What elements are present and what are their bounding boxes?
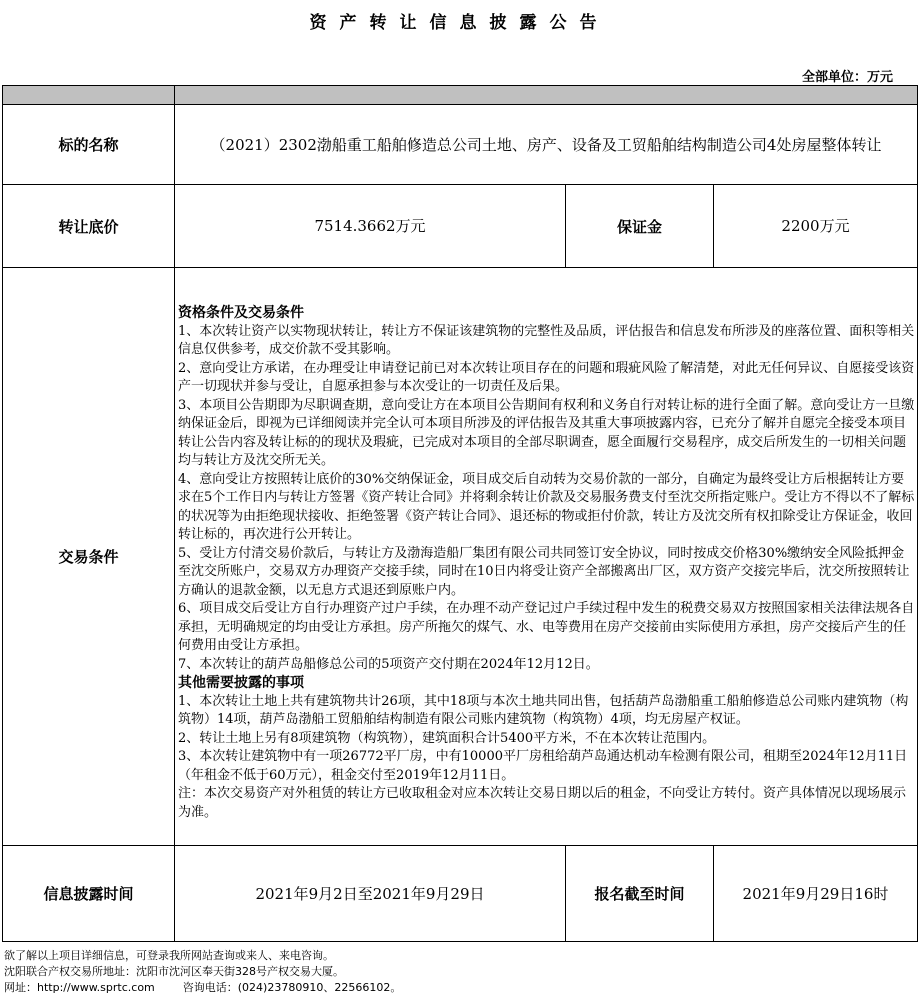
deadline-label: 报名截至时间 [566, 846, 714, 942]
disclosure-item: 2、转让土地上另有8项建筑物（构筑物），建筑面积合计5400平方米，不在本次转让范围内。 [178, 730, 716, 746]
trade-conditions-content [175, 268, 918, 846]
table-row [3, 268, 918, 846]
header-cell [175, 86, 918, 105]
disclosure-table [2, 85, 918, 942]
condition-item: 4、意向受让方按照转让底价的30%交纳保证金，项目成交后自动转为交易价款的一部分，自确定为最终受让方后根据转让方要求在5个工作日内与转让方签署《资产转让合同》并将剩余转让价款及交易服务费支付至沈交所指定账户。受让方不得以不了解标的状况等为由拒绝现状接收、拒绝签署《资产转让合同》、退还标的物或拒付价款，转让方及沈交所有权扣除受让方保证金，收回转让标的，再次进行公开转让。 [178, 471, 915, 542]
deadline-value: 2021年9月29日16时 [714, 846, 918, 942]
table-row [3, 846, 918, 942]
phone-text: 咨询电话：(024)23780910、22566102。 [182, 981, 402, 994]
disclosure-item: 3、本次转让建筑物中有一项26772平厂房，中有10000平厂房租给葫芦岛通达机动车检测有限公司，租期至2024年12月11日（年租金不低于60万元），租金交付至2019年12月11日。 [178, 749, 908, 783]
section-heading: 资格条件及交易条件 [178, 305, 304, 321]
base-price-value: 7514.3662万元 [175, 185, 566, 268]
disclosure-time-label: 信息披露时间 [3, 846, 175, 942]
website-link[interactable]: 网址：http://www.sprtc.com [4, 981, 155, 994]
unit-note: 全部单位：万元 [801, 70, 893, 85]
page-title: 资产转让信息披露公告 [309, 13, 610, 33]
deposit-value: 2200万元 [714, 185, 918, 268]
subject-name-label: 标的名称 [3, 105, 175, 185]
condition-item: 6、项目成交后受让方自行办理资产过户手续，在办理不动产登记过户手续过程中发生的税费交易双方按照国家相关法律法规各自承担，无明确规定的均由受让方承担。房产所拖欠的煤气、水、电等费用在房产交接前由实际使用方承担，房产交接后产生的任何费用由受让方承担。 [178, 601, 915, 653]
table-row [3, 185, 918, 268]
table-row [3, 105, 918, 185]
base-price-label: 转让底价 [3, 185, 175, 268]
disclosure-note: 注：本次交易资产对外租赁的转让方已收取租金对应本次转让交易日期以后的租金，不向受让方转付。资产具体情况以现场展示为准。 [178, 786, 907, 820]
condition-item: 3、本项目公告期即为尽职调查期，意向受让方在本项目公告期间有权利和义务自行对转让标的进行全面了解。意向受让方一旦缴纳保证金后，即视为已详细阅读并完全认可本项目所涉及的评估报告及其重大事项披露内容，已充分了解并自愿完全接受本项目转让公告内容及转让标的的现状及瑕疵，已完成对本项目的全部尽职调查，愿全面履行交易程序，成交后所发生的一切相关问题均与转让方及沈交所无关。 [178, 397, 915, 468]
footer-address-line: 沈阳联合产权交易所地址：沈阳市沈河区奉天街328号产权交易大厦。 [4, 965, 344, 978]
footer [4, 948, 914, 996]
disclosure-item: 1、本次转让土地上共有建筑物共计26项，其中18项与本次土地共同出售，包括葫芦岛渤船重工船舶修造总公司账内建筑物（构筑物）14项，葫芦岛渤船工贸船舶结构制造有限公司账内建筑物（构筑物）4项，均无房屋产权证。 [178, 693, 909, 727]
header-cell [3, 86, 175, 105]
section-heading: 其他需要披露的事项 [178, 675, 304, 691]
condition-item: 2、意向受让方承诺，在办理受让申请登记前已对本次转让项目存在的问题和瑕疵风险了解清楚，对此无任何异议、自愿接受该资产一切现状并参与受让，自愿承担参与本次受让的一切责任及后果。 [178, 360, 915, 394]
table-header-row [3, 86, 918, 105]
condition-item: 7、本次转让的葫芦岛船修总公司的5项资产交付期在2024年12月12日。 [178, 656, 599, 672]
footer-info-line: 欲了解以上项目详细信息，可登录我所网站查询或来人、来电咨询。 [4, 949, 334, 962]
trade-conditions-label: 交易条件 [3, 268, 175, 846]
condition-item: 5、受让方付清交易价款后，与转让方及渤海造船厂集团有限公司共同签订安全协议，同时按成交价格30%缴纳安全风险抵押金至沈交所账户，交易双方办理资产交接手续，同时在10日内将受让资产全部搬离出厂区，双方资产交接完毕后，沈交所按照转让方确认的退款金额，以无息方式退还到原账户内。 [178, 545, 910, 598]
condition-item: 1、本次转让资产以实物现状转让，转让方不保证该建筑物的完整性及品质，评估报告和信息发布所涉及的座落位置、面积等相关信息仅供参考，成交价款不受其影响。 [178, 323, 915, 357]
disclosure-time-value: 2021年9月2日至2021年9月29日 [175, 846, 566, 942]
footer-contact-line [4, 980, 914, 996]
subject-name-value: （2021）2302渤船重工船舶修造总公司土地、房产、设备及工贸船舶结构制造公司4处房屋整体转让 [175, 105, 918, 185]
deposit-label: 保证金 [566, 185, 714, 268]
